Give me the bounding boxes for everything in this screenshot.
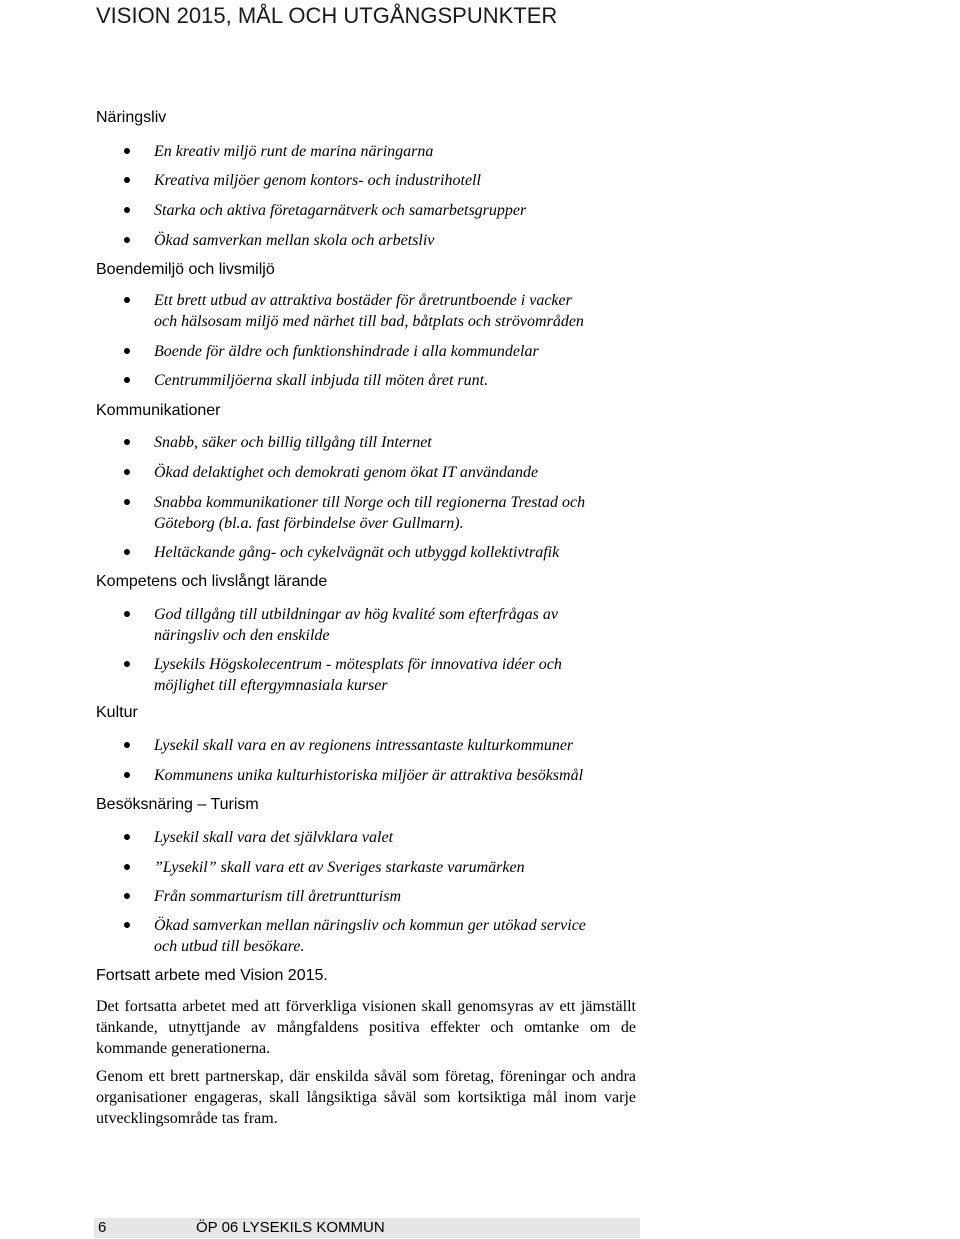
list-item-line: Ökad samverkan mellan näringsliv och kommun ger utökad service bbox=[154, 917, 586, 934]
list-item-line: God tillgång till utbildningar av hög kvalité som efterfrågas av bbox=[154, 606, 558, 623]
list-item-text bbox=[154, 765, 654, 786]
list-item bbox=[96, 341, 656, 363]
bullet-icon bbox=[124, 549, 130, 555]
list-item-line: möjlighet till eftergymnasiala kurser bbox=[154, 677, 388, 694]
bullet-icon bbox=[124, 661, 130, 667]
section-heading-kultur: Kultur bbox=[96, 704, 138, 721]
list-item-text bbox=[154, 170, 654, 191]
list-item-line: Lysekils Högskolecentrum - mötesplats för innovativa idéer och bbox=[154, 656, 562, 673]
list-item-line: Heltäckande gång- och cykelvägnät och utbyggd kollektivtrafik bbox=[154, 544, 560, 561]
list-item bbox=[96, 827, 656, 849]
list-item-line: Från sommarturism till åretruntturism bbox=[154, 888, 401, 905]
section-heading-fortsatt-arbete: Fortsatt arbete med Vision 2015. bbox=[96, 967, 328, 984]
bullet-icon bbox=[124, 348, 130, 354]
list-item-line: Boende för äldre och funktionshindrade i alla kommundelar bbox=[154, 343, 539, 360]
list-item-line: Ökad delaktighet och demokrati genom ökat IT användande bbox=[154, 464, 539, 481]
list-item bbox=[96, 492, 656, 536]
list-item bbox=[96, 200, 656, 222]
list-item-text bbox=[154, 290, 654, 332]
bullet-icon bbox=[124, 148, 130, 154]
page-number: 6 bbox=[98, 1219, 107, 1236]
list-item bbox=[96, 857, 656, 879]
bullet-icon bbox=[124, 377, 130, 383]
bullet-icon bbox=[124, 297, 130, 303]
list-item-line: Ökad samverkan mellan skola och arbetsliv bbox=[154, 232, 435, 249]
list-item-text bbox=[154, 604, 654, 646]
list-item bbox=[96, 462, 656, 484]
list-item bbox=[96, 370, 656, 392]
list-item-line: En kreativ miljö runt de marina näringarna bbox=[154, 143, 434, 160]
list-item bbox=[96, 290, 656, 334]
bullet-icon bbox=[124, 742, 130, 748]
list-item-line: Starka och aktiva företagarnätverk och samarbetsgrupper bbox=[154, 202, 527, 219]
bullet-icon bbox=[124, 864, 130, 870]
list-item bbox=[96, 886, 656, 908]
list-item-line: och hälsosam miljö med närhet till bad, båtplats och strövområden bbox=[154, 313, 584, 330]
list-item bbox=[96, 735, 656, 757]
bullet-icon bbox=[124, 499, 130, 505]
list-item-line: Kommunens unika kulturhistoriska miljöer är attraktiva besöksmål bbox=[154, 767, 584, 784]
list-item bbox=[96, 765, 656, 787]
list-item bbox=[96, 141, 656, 163]
paragraph: Genom ett brett partnerskap, där enskilda såväl som företag, föreningar och andra organisationer engageras, skall långsiktiga såväl som kortsiktiga mål inom varje utvecklingsområde tas fram. bbox=[96, 1068, 636, 1127]
section-heading-besoksnaring: Besöksnäring – Turism bbox=[96, 796, 259, 813]
list-item-line: Göteborg (bl.a. fast förbindelse över Gullmarn). bbox=[154, 515, 464, 532]
list-item-line: Lysekil skall vara det självklara valet bbox=[154, 829, 394, 846]
footer-title: ÖP 06 LYSEKILS KOMMUN bbox=[196, 1219, 385, 1236]
list-item-text bbox=[154, 827, 654, 848]
list-item-line: Snabba kommunikationer till Norge och till regionerna Trestad och bbox=[154, 494, 586, 511]
list-item-line: Centrummiljöerna skall inbjuda till möten året runt. bbox=[154, 372, 489, 389]
list-item-line: och utbud till besökare. bbox=[154, 938, 305, 955]
list-item-line: Kreativa miljöer genom kontors- och industrihotell bbox=[154, 172, 481, 189]
bullet-icon bbox=[124, 772, 130, 778]
list-item bbox=[96, 230, 656, 252]
list-item-text bbox=[154, 492, 654, 534]
list-item-text bbox=[154, 654, 654, 696]
list-item-text bbox=[154, 432, 654, 453]
list-item-text bbox=[154, 857, 654, 878]
bullet-icon bbox=[124, 177, 130, 183]
list-item bbox=[96, 542, 656, 564]
section-heading-naringsliv: Näringsliv bbox=[96, 109, 167, 126]
list-item-text bbox=[154, 886, 654, 907]
list-item bbox=[96, 432, 656, 454]
section-heading-boendemiljo: Boendemiljö och livsmiljö bbox=[96, 261, 275, 278]
list-item bbox=[96, 170, 656, 192]
bullet-icon bbox=[124, 834, 130, 840]
list-item-text bbox=[154, 462, 654, 483]
bullet-icon bbox=[124, 893, 130, 899]
list-item-text bbox=[154, 141, 654, 162]
bullet-icon bbox=[124, 439, 130, 445]
bullet-icon bbox=[124, 207, 130, 213]
page-header-title: VISION 2015, MÅL OCH UTGÅNGSPUNKTER bbox=[96, 3, 558, 28]
list-item-line: Snabb, säker och billig tillgång till Internet bbox=[154, 434, 432, 451]
list-item-text bbox=[154, 230, 654, 251]
list-item bbox=[96, 604, 656, 648]
list-item-text bbox=[154, 542, 654, 563]
bullet-icon bbox=[124, 237, 130, 243]
list-item-text bbox=[154, 735, 654, 756]
list-item-text bbox=[154, 341, 654, 362]
page-footer bbox=[94, 1218, 640, 1238]
list-item-text bbox=[154, 200, 654, 221]
bullet-icon bbox=[124, 469, 130, 475]
list-item-line: Ett brett utbud av attraktiva bostäder för åretruntboende i vacker bbox=[154, 292, 572, 309]
bullet-icon bbox=[124, 922, 130, 928]
list-item-line: näringsliv och den enskilde bbox=[154, 627, 330, 644]
page-header bbox=[0, 0, 960, 32]
list-item-text bbox=[154, 915, 654, 957]
paragraph: Det fortsatta arbetet med att förverkliga visionen skall genomsyras av ett jämställt tänkande, utnyttjande av mångfaldens positiva effekter och omtanke om de kommande generationerna. bbox=[96, 998, 636, 1057]
list-item-line: Lysekil skall vara en av regionens intressantaste kulturkommuner bbox=[154, 737, 574, 754]
list-item-text bbox=[154, 370, 654, 391]
list-item bbox=[96, 654, 656, 698]
bullet-icon bbox=[124, 611, 130, 617]
section-heading-kommunikationer: Kommunikationer bbox=[96, 402, 221, 419]
section-heading-kompetens: Kompetens och livslångt lärande bbox=[96, 573, 328, 590]
list-item bbox=[96, 915, 656, 959]
list-item-line: ”Lysekil” skall vara ett av Sveriges starkaste varumärken bbox=[154, 859, 525, 876]
